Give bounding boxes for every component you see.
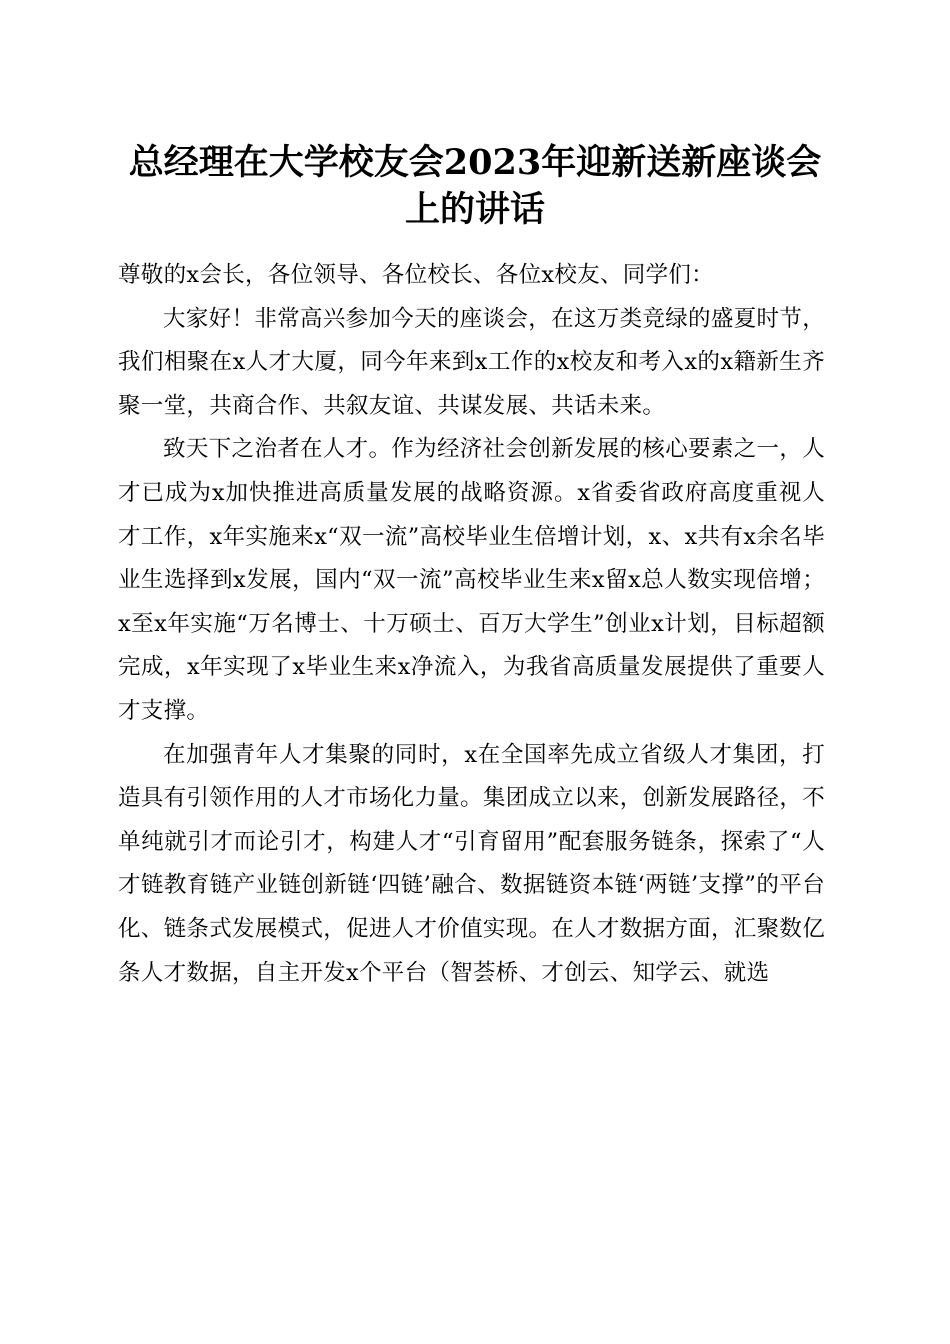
document-title	[110, 139, 840, 233]
paragraph-2: 致天下之治者在人才。作为经济社会创新发展的核心要素之一，人才已成为x加快推进高质量发展的战略资源。x省委省政府高度重视人才工作，x年实施来x“双一流”高校毕业生倍增计划，x、x共有x余名毕业生选择到x发展，国内“双一流”高校毕业生来x留x总人数实现倍增；x至x年实施“万名博士、十万硕士、百万大学生”创业x计划，目标超额完成，x年实现了x毕业生来x净流入，为我省高质量发展提供了重要人才支撑。	[118, 436, 825, 724]
paragraph-1: 大家好！非常高兴参加今天的座谈会，在这万类竞绿的盛夏时节，我们相聚在x人才大厦，同今年来到x工作的x校友和考入x的x籍新生齐聚一堂，共商合作、共叙友谊、共谋发展、共话未来。	[118, 305, 825, 419]
paragraph-3: 在加强青年人才集聚的同时，x在全国率先成立省级人才集团，打造具有引领作用的人才市场化力量。集团成立以来，创新发展路径，不单纯就引才而论引才，构建人才“引育留用”配套服务链条，探索了“人才链教育链产业链创新链‘四链’融合、数据链资本链‘两链’支撑”的平台化、链条式发展模式，促进人才价值实现。在人才数据方面，汇聚数亿条人才数据，自主开发x个平台（智荟桥、才创云、知学云、就选	[118, 741, 825, 986]
title-line-1: 总经理在大学校友会2023年迎新送新座谈会	[128, 142, 822, 183]
title-line-2: 上的讲话	[404, 189, 545, 230]
document-body	[118, 254, 825, 995]
salutation: 尊敬的x会长，各位领导、各位校长、各位x校友、同学们：	[118, 262, 714, 288]
